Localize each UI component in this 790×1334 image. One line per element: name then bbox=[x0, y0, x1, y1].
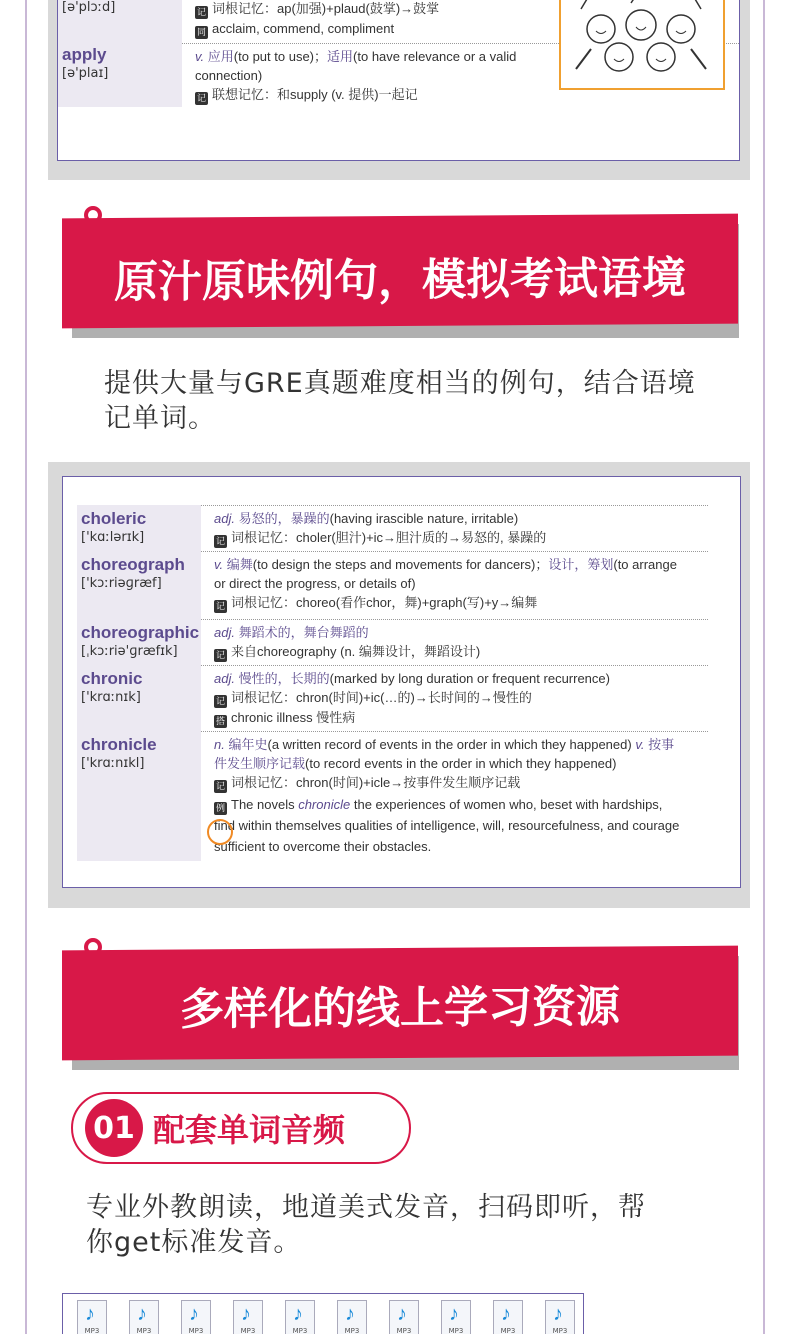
definition-zh-2: 适用 bbox=[327, 49, 354, 64]
memo-tag-icon: 记 bbox=[215, 696, 225, 706]
section-description bbox=[104, 366, 724, 436]
example-line-2: find within themselves qualities of intelligence, will, resourcefulness, and courage bbox=[214, 818, 680, 833]
memo-tag-icon: 记 bbox=[215, 650, 225, 660]
word-headword: apply bbox=[62, 45, 107, 64]
word-row bbox=[77, 505, 708, 551]
memo-text: 词根记忆：choler(胆汁)+ic→胆汁质的→易怒的, 暴躁的 bbox=[231, 530, 547, 545]
definition-zh-2: 设计，筹划 bbox=[548, 557, 614, 572]
definition-en: (to put to use)； bbox=[233, 49, 328, 64]
memo-text: 词根记忆：choreo(看作chor，舞)+graph(写)+y→编舞 bbox=[231, 595, 538, 610]
word-ipa: [ə'plɔːd] bbox=[62, 0, 116, 15]
definition-en-2: (to have relevance or a valid connection) bbox=[195, 49, 517, 83]
cartoon-illustration bbox=[559, 0, 725, 90]
memo-tag-icon: 记 bbox=[196, 93, 206, 103]
part-of-speech: adj. bbox=[214, 511, 235, 526]
part-of-speech: v. bbox=[214, 557, 224, 572]
example-line-3: sufficient to overcome their obstacles. bbox=[214, 839, 432, 854]
synonym-tag-icon: 同 bbox=[196, 27, 206, 37]
description-line-1: 专业外教朗读，地道美式发音，扫码即听，帮 bbox=[86, 1192, 646, 1223]
top-card bbox=[57, 0, 740, 161]
word-ipa: ['krɑːnɪkl] bbox=[81, 756, 145, 771]
mp3-file-icon[interactable]: ♪ MP3 bbox=[285, 1300, 315, 1334]
description-line-2: 记单词。 bbox=[104, 403, 216, 434]
feature-label-audio bbox=[71, 1092, 411, 1164]
word-headword: chronicle bbox=[81, 735, 157, 754]
mp3-file-icon[interactable]: ♪ MP3 bbox=[233, 1300, 263, 1334]
memo-text: 词根记忆：chron(时间)+ic(…的)→长时间的→慢性的 bbox=[231, 690, 532, 705]
mp3-file-icon[interactable]: ♪ MP3 bbox=[337, 1300, 367, 1334]
mp3-file-icon[interactable]: ♪ MP3 bbox=[129, 1300, 159, 1334]
memo-text: 来自choreography (n. 编舞设计，舞蹈设计) bbox=[231, 644, 481, 659]
part-of-speech: v. bbox=[195, 49, 205, 64]
section-banner-resources bbox=[62, 946, 738, 1061]
banner-title: 原汁原味例句，模拟考试语境 bbox=[114, 253, 686, 308]
mp3-file-icon[interactable]: ♪ MP3 bbox=[77, 1300, 107, 1334]
example-highlight-circle bbox=[207, 819, 233, 845]
memo-text: 联想记忆：和supply (v. 提供)一起记 bbox=[212, 87, 418, 102]
memo-tag-icon: 记 bbox=[196, 7, 206, 17]
feature-title: 配套单词音频 bbox=[153, 1111, 346, 1149]
word-entry-card bbox=[62, 476, 741, 888]
audio-description bbox=[86, 1190, 726, 1260]
part-of-speech-2: v. bbox=[635, 737, 645, 752]
definition-en: (to design the steps and movements for dancers)； bbox=[252, 557, 549, 572]
part-of-speech: adj. bbox=[214, 671, 235, 686]
mp3-file-icon[interactable]: ♪ MP3 bbox=[441, 1300, 471, 1334]
word-ipa: [ˌkɔːriə'ɡræfɪk] bbox=[81, 644, 178, 659]
definition-en: (having irascible nature, irritable) bbox=[329, 511, 519, 526]
word-headword: choleric bbox=[81, 509, 147, 528]
synonym-text: acclaim, commend, compliment bbox=[212, 21, 395, 36]
banner-title: 多样化的线上学习资源 bbox=[180, 981, 620, 1036]
memo-text: 词根记忆：ap(加强)+plaud(鼓掌)→鼓掌 bbox=[212, 1, 440, 16]
memo-tag-icon: 记 bbox=[215, 601, 225, 611]
definition-en-2: (to arrange bbox=[613, 557, 677, 572]
feature-number: 01 bbox=[85, 1099, 143, 1157]
section-banner-examples bbox=[62, 214, 738, 329]
word-ipa: ['kɔːriəɡræf] bbox=[81, 576, 162, 591]
definition-continued: or direct the progress, or details of) bbox=[214, 576, 416, 591]
example-text-end: the experiences of women who, beset with hardships, bbox=[350, 797, 663, 812]
definition-zh: 易怒的，暴躁的 bbox=[238, 511, 330, 526]
word-ipa: ['krɑːnɪk] bbox=[81, 690, 141, 705]
page-frame-left bbox=[25, 0, 27, 1334]
definition-en-2: (to record events in the order in which they happened) bbox=[305, 756, 617, 771]
example-tag-icon: 例 bbox=[215, 803, 225, 813]
mp3-file-icon[interactable]: ♪ MP3 bbox=[545, 1300, 575, 1334]
word-headword: chronic bbox=[81, 669, 143, 688]
word-headword: choreograph bbox=[81, 555, 185, 574]
mp3-file-icon[interactable]: ♪ MP3 bbox=[389, 1300, 419, 1334]
definition-zh-2-continued: 件发生顺序记载 bbox=[214, 756, 306, 771]
word-row bbox=[77, 551, 708, 619]
memo-tag-icon: 记 bbox=[215, 536, 225, 546]
word-ipa: [ə'plaɪ] bbox=[62, 66, 109, 81]
memo-tag-icon: 记 bbox=[215, 781, 225, 791]
example-text-start: The novels bbox=[231, 797, 299, 812]
phrase-text: chronic illness 慢性病 bbox=[231, 710, 356, 725]
word-headword: choreographic bbox=[81, 623, 200, 642]
definition-zh: 舞蹈术的，舞台舞蹈的 bbox=[238, 625, 369, 640]
definition-zh: 应用 bbox=[207, 49, 234, 64]
word-row bbox=[77, 619, 708, 665]
mp3-file-icon[interactable]: ♪ MP3 bbox=[493, 1300, 523, 1334]
phrase-tag-icon: 搭 bbox=[215, 716, 225, 726]
description-line-1: 提供大量与GRE真题难度相当的例句，结合语境 bbox=[104, 368, 696, 399]
example-highlight-word: chronicle bbox=[298, 797, 351, 812]
page-frame-right bbox=[763, 0, 765, 1334]
word-row bbox=[77, 665, 708, 731]
description-line-2: 你get标准发音。 bbox=[86, 1227, 302, 1258]
definition-en: (a written record of events in the order in which they happened) bbox=[267, 737, 632, 752]
audio-file-list bbox=[62, 1293, 584, 1334]
definition-en: (marked by long duration or frequent recurrence) bbox=[329, 671, 610, 686]
memo-text: 词根记忆：chron(时间)+icle→按事件发生顺序记载 bbox=[231, 775, 521, 790]
word-ipa: ['kɑːlərɪk] bbox=[81, 530, 145, 545]
definition-zh: 编年史 bbox=[228, 737, 268, 752]
definition-zh: 编舞 bbox=[226, 557, 253, 572]
definition-zh-2: 按事 bbox=[648, 737, 675, 752]
definition-zh: 慢性的，长期的 bbox=[238, 671, 330, 686]
word-row bbox=[77, 731, 708, 861]
part-of-speech: n. bbox=[214, 737, 225, 752]
part-of-speech: adj. bbox=[214, 625, 235, 640]
mp3-file-icon[interactable]: ♪ MP3 bbox=[181, 1300, 211, 1334]
